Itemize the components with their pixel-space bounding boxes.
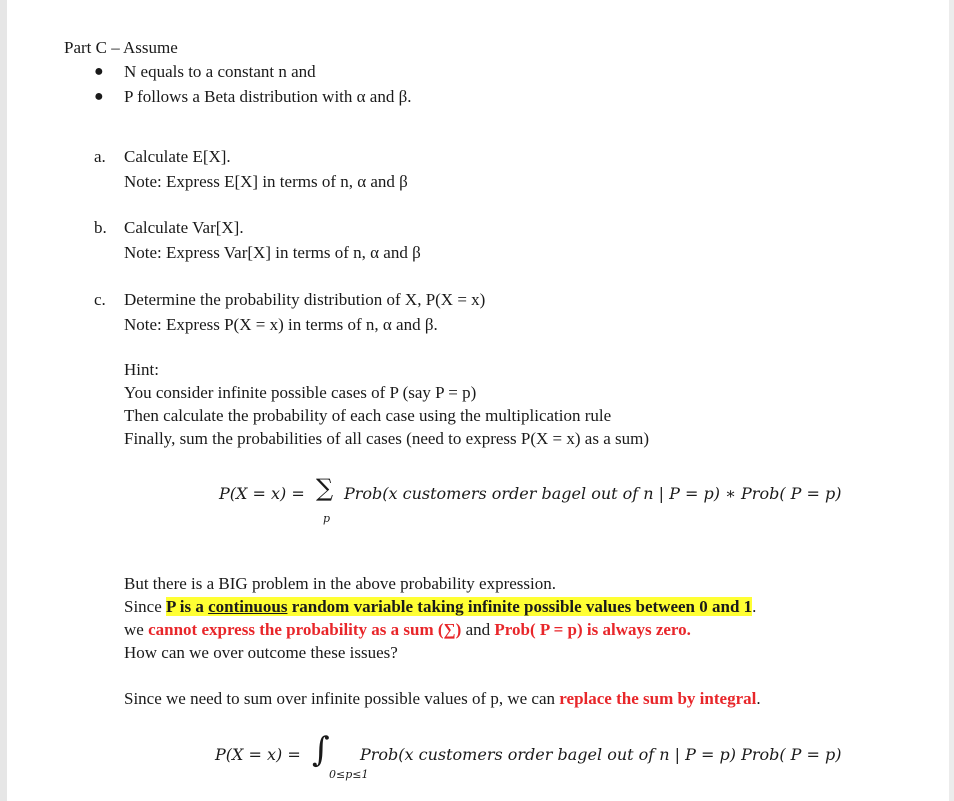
item-c-marker: c. xyxy=(94,290,106,309)
item-c-note: Note: Express P(X = x) in terms of n, α and β. xyxy=(124,315,438,334)
item-b-marker: b. xyxy=(94,218,107,237)
section-heading: Part C – Assume xyxy=(64,38,178,57)
bullet-dot: ● xyxy=(94,88,104,105)
problem-line-2-start: Since xyxy=(124,597,162,616)
bullet-item-1: N equals to a constant n and xyxy=(124,62,316,81)
problem-line-3-start: we xyxy=(124,620,144,639)
item-a-line1: Calculate E[X]. xyxy=(124,147,231,166)
integral-symbol: ∫ xyxy=(312,730,330,770)
item-b-note: Note: Express Var[X] in terms of n, α and β xyxy=(124,243,421,262)
item-b-line1: Calculate Var[X]. xyxy=(124,218,244,237)
red-text-2: Prob( P = p) is always zero. xyxy=(494,620,691,639)
item-c-line1: Determine the probability distribution of X, P(X = x) xyxy=(124,290,486,309)
highlighted-statement xyxy=(166,597,752,616)
problem-line-4: How can we over outcome these issues? xyxy=(124,643,398,662)
problem-line-2 xyxy=(124,597,756,617)
formula1-rhs: Prob(x customers order bagel out of n | P = p) ∗ Prob( P = p) xyxy=(344,484,842,503)
highlight-part-1: P is a xyxy=(166,597,204,616)
solution-line xyxy=(124,689,761,709)
problem-line-1: But there is a BIG problem in the above probability expression. xyxy=(124,574,556,593)
item-a-note: Note: Express E[X] in terms of n, α and β xyxy=(124,172,408,191)
solution-plain: Since we need to sum over infinite possible values of p, we can xyxy=(124,689,556,708)
integral-range: 0≤p≤1 xyxy=(329,768,369,781)
sum-symbol: ∑ xyxy=(316,474,334,502)
solution-end: . xyxy=(756,689,761,708)
hint-line-3: Finally, sum the probabilities of all cases (need to express P(X = x) as a sum) xyxy=(124,429,649,448)
problem-line-3-mid: and xyxy=(465,620,491,639)
hint-title: Hint: xyxy=(124,360,159,379)
hint-line-2: Then calculate the probability of each case using the multiplication rule xyxy=(124,406,612,425)
formula2-rhs: Prob(x customers order bagel out of n | P = p) Prob( P = p) xyxy=(360,745,842,764)
bullet-item-2: P follows a Beta distribution with α and β. xyxy=(124,87,412,106)
formula2-lhs: P(X = x) = xyxy=(215,745,301,764)
solution-red: replace the sum by integral xyxy=(559,689,757,708)
highlight-part-2: random variable taking infinite possible values between 0 and 1 xyxy=(291,597,753,616)
red-text-1: cannot express the probability as a sum (∑) xyxy=(148,620,462,639)
item-a-marker: a. xyxy=(94,147,106,166)
highlight-underlined: continuous xyxy=(208,597,288,616)
formula1-lhs: P(X = x) = xyxy=(219,484,305,503)
bullet-dot: ● xyxy=(94,63,104,80)
problem-line-3 xyxy=(124,620,691,640)
problem-line-2-end: . xyxy=(752,597,757,616)
sum-index: p xyxy=(323,512,331,525)
hint-line-1: You consider infinite possible cases of P (say P = p) xyxy=(124,383,477,402)
